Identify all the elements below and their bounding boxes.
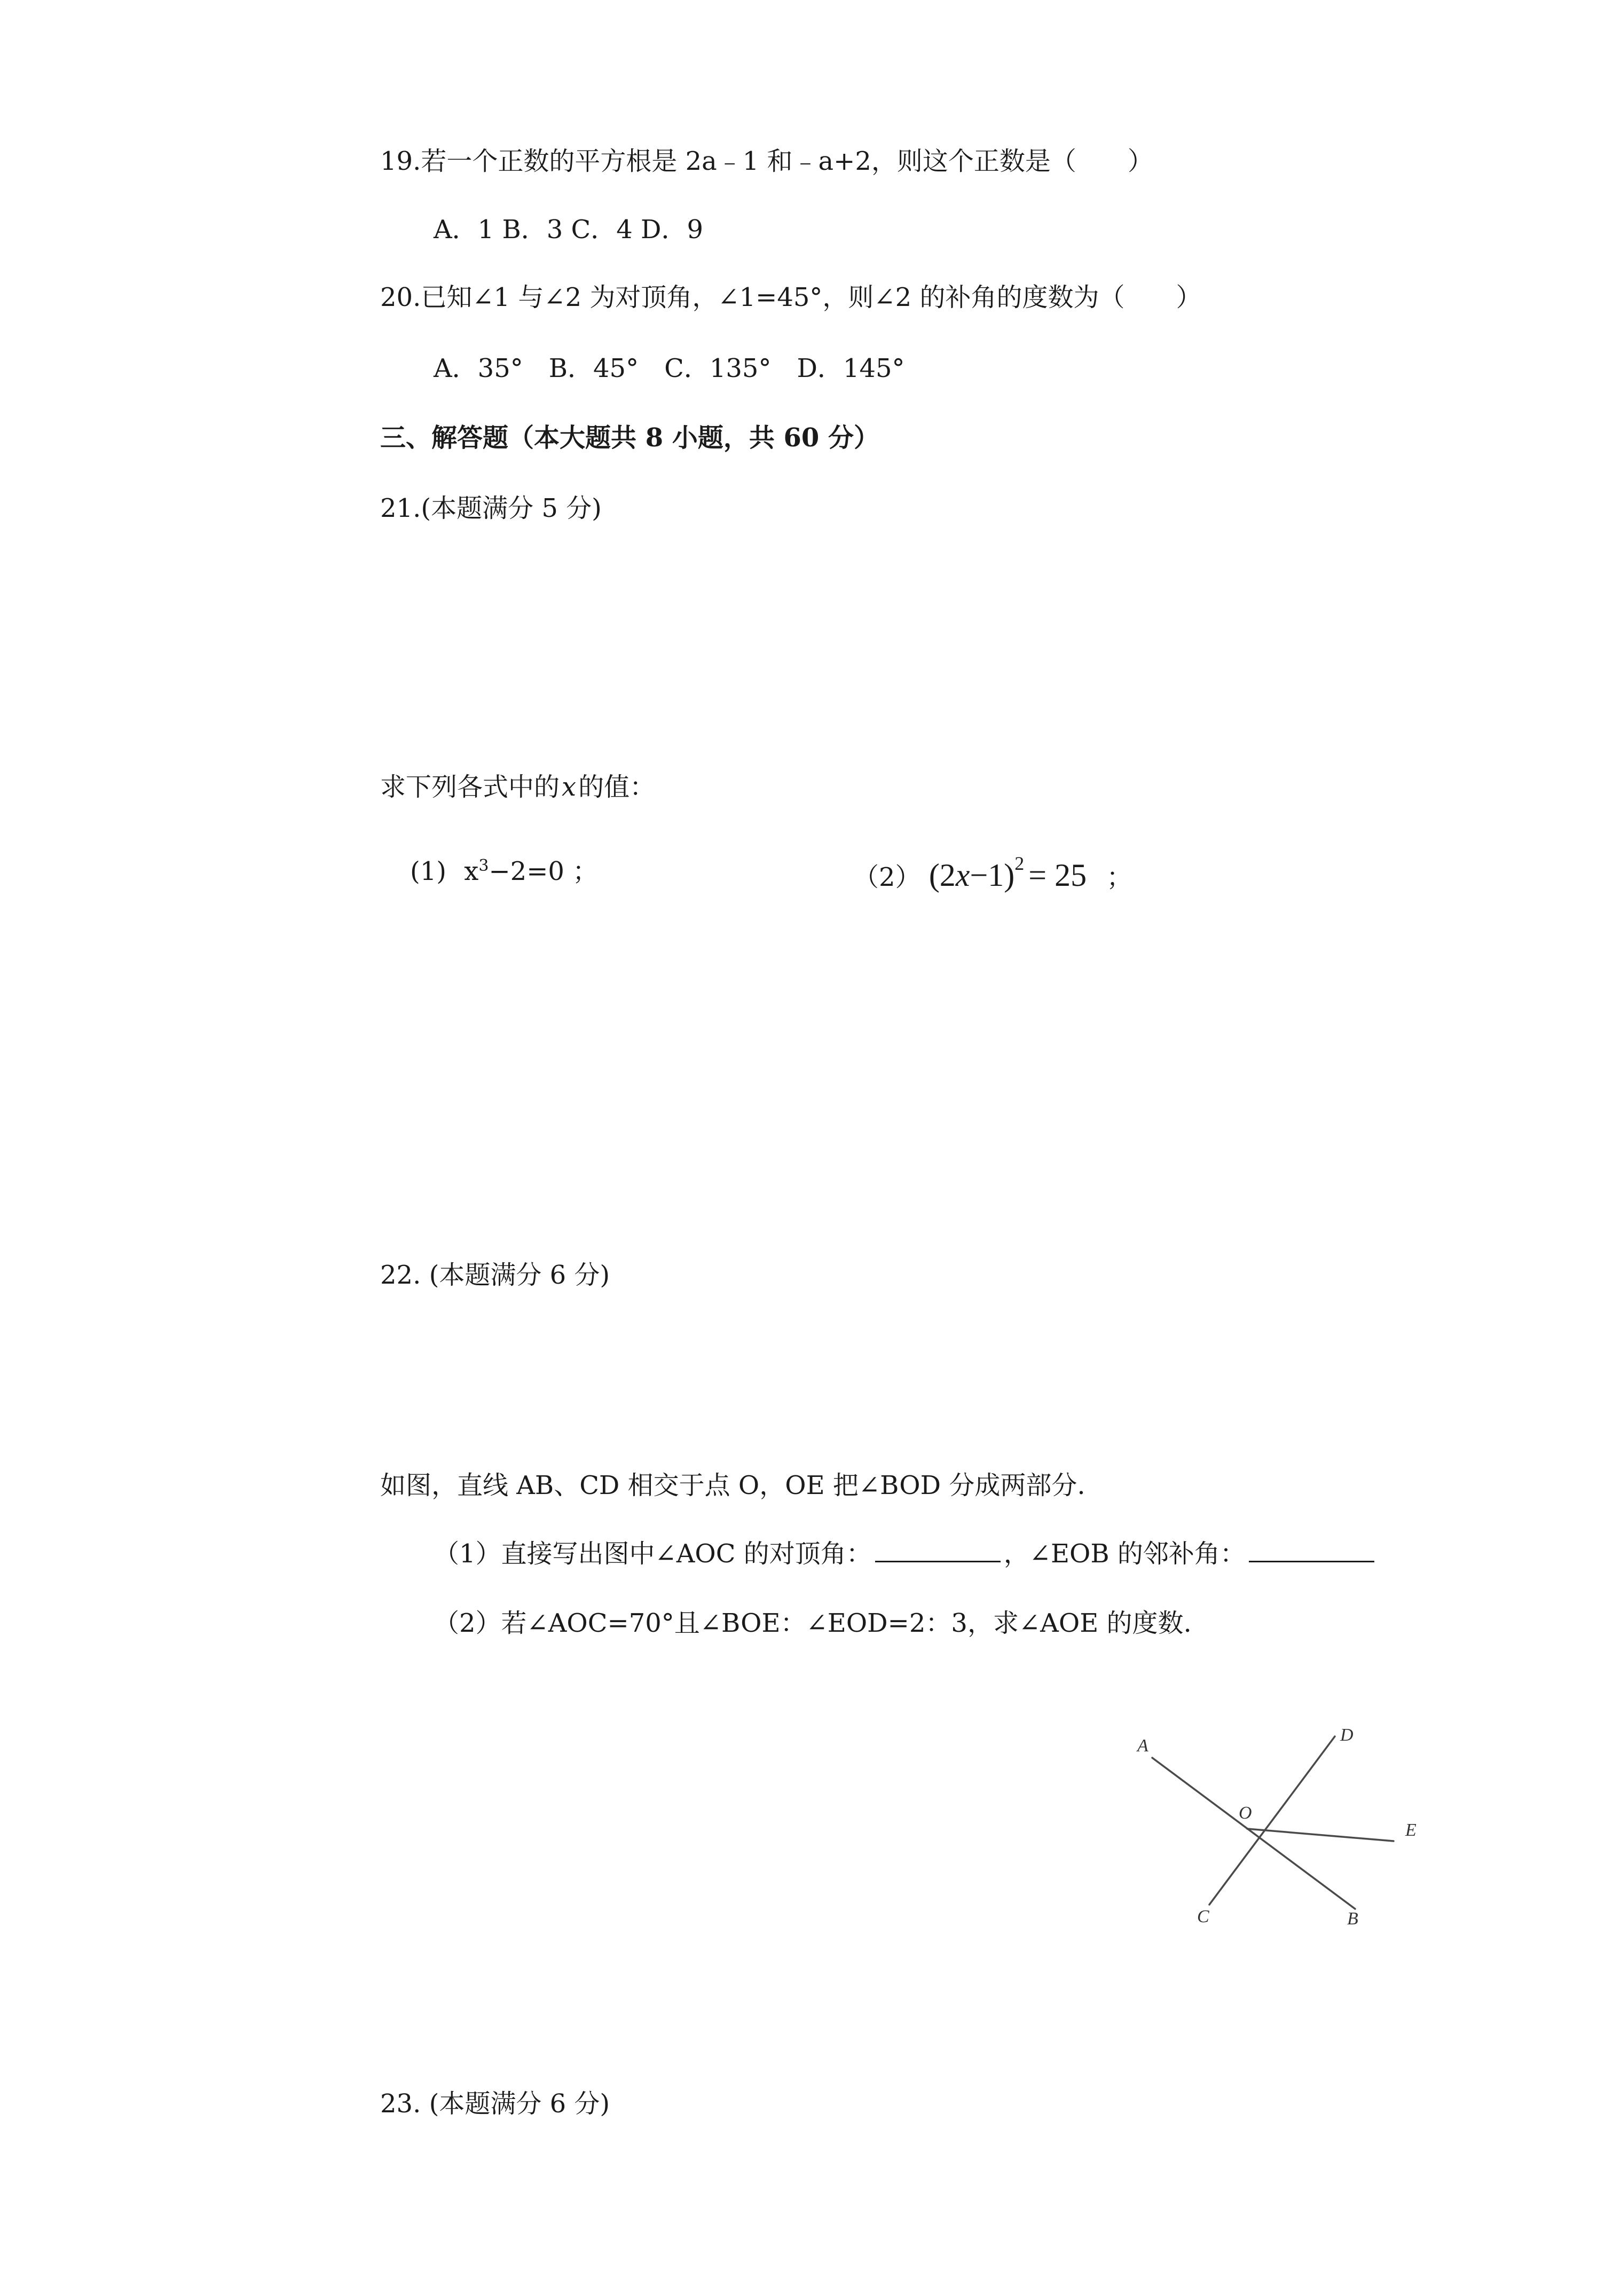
figure-label-c: C bbox=[1197, 1907, 1209, 1927]
q20-options: A．35° B．45° C．135° D．145° bbox=[434, 353, 905, 383]
figure-label-a: A bbox=[1137, 1736, 1148, 1756]
q21-part2 bbox=[853, 839, 1132, 901]
intersecting-lines-figure bbox=[1121, 1719, 1442, 1944]
q21-part1-label: (1) bbox=[410, 856, 446, 886]
q19-stem: 19.若一个正数的平方根是 2a﹣1 和﹣a+2，则这个正数是（ ） bbox=[380, 146, 1153, 176]
q21-part1-rest: −2=0 ； bbox=[489, 856, 599, 886]
q22-part1-text-b: ，∠EOB 的邻补角： bbox=[1003, 1539, 1246, 1569]
q22-header: 22. (本题满分 6 分) bbox=[380, 1260, 610, 1290]
q19-options: A．1 B．3 C．4 D．9 bbox=[434, 215, 704, 245]
q21-part1 bbox=[410, 850, 598, 887]
ray-oe bbox=[1247, 1829, 1394, 1841]
q21-instruction-prefix: 求下列各式中的 bbox=[380, 772, 560, 802]
section-title: 三、解答题（本大题共 8 小题，共 60 分） bbox=[380, 423, 880, 453]
line-ab bbox=[1152, 1758, 1355, 1909]
q21-part2-end: ； bbox=[1106, 862, 1132, 892]
figure-label-e: E bbox=[1405, 1820, 1417, 1840]
q21-instruction-var: x bbox=[562, 772, 577, 802]
q21-instruction-suffix: 的值： bbox=[578, 772, 656, 802]
q21-instruction bbox=[380, 771, 655, 803]
q21-part2-formula bbox=[928, 853, 1087, 893]
figure-label-d: D bbox=[1340, 1725, 1354, 1745]
q21-header: 21.(本题满分 5 分) bbox=[380, 493, 602, 523]
q21-part2-exp: 2 bbox=[1014, 853, 1025, 874]
q21-part2-var: x bbox=[955, 858, 970, 893]
figure-label-b: B bbox=[1347, 1909, 1358, 1929]
q21-part2-label: （2） bbox=[853, 862, 921, 892]
q22-part2: （2）若∠AOC=70°且∠BOE：∠EOD=2：3，求∠AOE 的度数. bbox=[434, 1608, 1192, 1638]
q22-part1 bbox=[434, 1538, 1378, 1570]
answer-blank-vertical-angle[interactable] bbox=[875, 1538, 1001, 1562]
figure-label-o: O bbox=[1239, 1803, 1252, 1823]
q21-part2-close: −1) bbox=[970, 858, 1015, 893]
answer-blank-supplementary-angle[interactable] bbox=[1249, 1538, 1374, 1562]
q21-part2-rhs: = 25 bbox=[1028, 858, 1087, 893]
q22-intro: 如图，直线 AB、CD 相交于点 O，OE 把∠BOD 分成两部分. bbox=[380, 1471, 1085, 1500]
q22-part1-text-a: （1）直接写出图中∠AOC 的对顶角： bbox=[434, 1539, 872, 1569]
q21-part2-open: (2 bbox=[928, 858, 956, 893]
q23-header: 23. (本题满分 6 分) bbox=[380, 2089, 610, 2119]
q20-stem: 20.已知∠1 与∠2 为对顶角，∠1=45°，则∠2 的补角的度数为（ ） bbox=[380, 282, 1202, 312]
q21-part1-exp: 3 bbox=[478, 856, 489, 875]
q21-part1-base: x bbox=[464, 856, 479, 886]
